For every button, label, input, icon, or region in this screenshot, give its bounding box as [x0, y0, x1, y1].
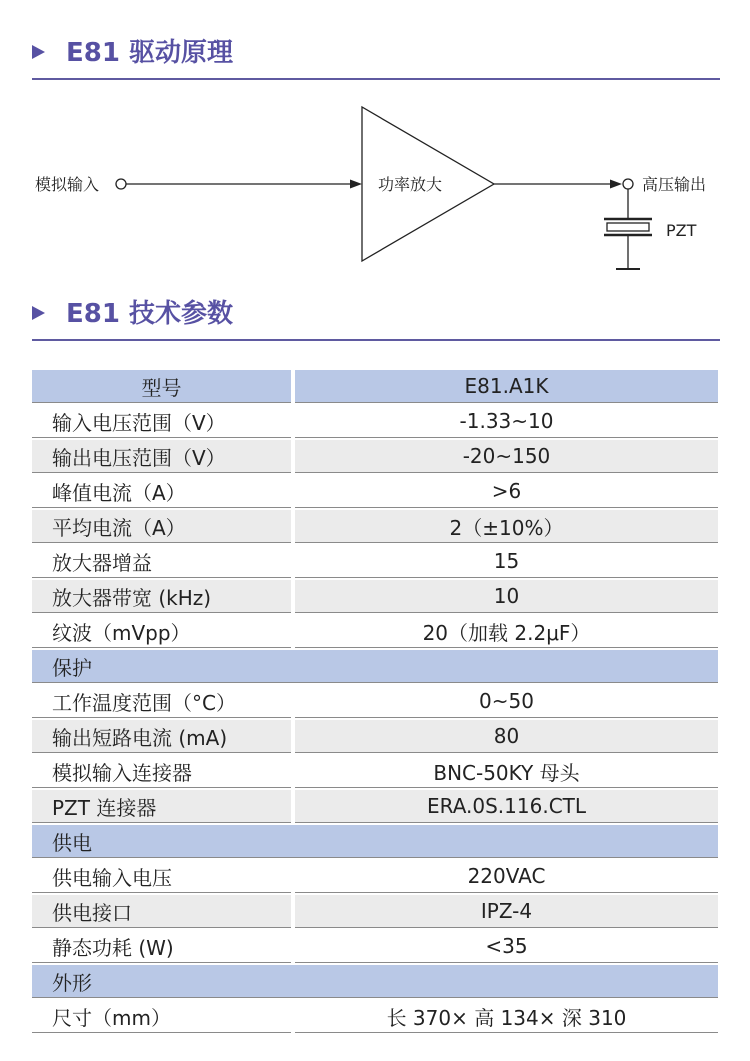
section-title: E81 技术参数: [66, 299, 233, 329]
group-header-row: [32, 965, 718, 998]
table-row: [32, 685, 718, 718]
table-row: [32, 860, 718, 893]
param-value: 0~50: [295, 685, 718, 718]
param-label: PZT 连接器: [32, 790, 291, 823]
param-value: 20（加载 2.2μF）: [295, 615, 718, 648]
table-row: [32, 580, 718, 613]
group-label: 外形: [32, 965, 718, 998]
triangle-bullet-icon: [32, 45, 45, 59]
input-terminal-icon: [116, 179, 126, 189]
param-value: 15: [295, 545, 718, 578]
param-label: 放大器增益: [32, 545, 291, 578]
param-label: 静态功耗 (W): [32, 930, 291, 963]
param-label: 输出电压范围（V）: [32, 440, 291, 473]
param-value: 10: [295, 580, 718, 613]
section-header-specs: [32, 289, 720, 341]
table-row: [32, 510, 718, 543]
param-label: 平均电流（A）: [32, 510, 291, 543]
pzt-label: PZT: [666, 221, 697, 240]
table-row: [32, 615, 718, 648]
table-row: [32, 720, 718, 753]
param-value: 80: [295, 720, 718, 753]
table-row: [32, 790, 718, 823]
param-value: ERA.0S.116.CTL: [295, 790, 718, 823]
param-value: <35: [295, 930, 718, 963]
spec-table: [32, 368, 718, 1035]
amplifier-label: 功率放大: [378, 175, 443, 194]
table-row: [32, 475, 718, 508]
input-arrow-icon: [350, 180, 362, 189]
param-value: >6: [295, 475, 718, 508]
param-value: -1.33~10: [295, 405, 718, 438]
table-row: [32, 1000, 718, 1033]
table-header-row: [32, 370, 718, 403]
table-row: [32, 545, 718, 578]
param-label: 峰值电流（A）: [32, 475, 291, 508]
param-value: IPZ-4: [295, 895, 718, 928]
param-label: 供电接口: [32, 895, 291, 928]
param-value: BNC-50KY 母头: [295, 755, 718, 788]
section-title: E81 驱动原理: [66, 38, 233, 68]
group-header-row: [32, 825, 718, 858]
param-label: 模拟输入连接器: [32, 755, 291, 788]
table-row: [32, 895, 718, 928]
output-arrow-icon: [610, 180, 622, 189]
param-value: 2（±10%）: [295, 510, 718, 543]
output-label: 高压输出: [642, 175, 707, 194]
input-label: 模拟输入: [35, 175, 100, 194]
param-value: 220VAC: [295, 860, 718, 893]
param-label: 尺寸（mm）: [32, 1000, 291, 1033]
pzt-element-icon: [604, 189, 652, 269]
param-label: 工作温度范围（°C）: [32, 685, 291, 718]
param-label: 供电输入电压: [32, 860, 291, 893]
output-terminal-icon: [623, 179, 633, 189]
param-value: -20~150: [295, 440, 718, 473]
table-row: [32, 405, 718, 438]
group-header-row: [32, 650, 718, 683]
table-row: [32, 440, 718, 473]
param-value: 长 370× 高 134× 深 310: [295, 1000, 718, 1033]
table-row: [32, 755, 718, 788]
param-label: 输出短路电流 (mA): [32, 720, 291, 753]
header-label-cell: 型号: [32, 370, 291, 403]
header-value-cell: E81.A1K: [295, 370, 718, 403]
group-label: 供电: [32, 825, 718, 858]
param-label: 放大器带宽 (kHz): [32, 580, 291, 613]
drive-principle-diagram: [0, 100, 750, 280]
group-label: 保护: [32, 650, 718, 683]
section-header-principle: [32, 28, 720, 80]
triangle-bullet-icon: [32, 306, 45, 320]
param-label: 输入电压范围（V）: [32, 405, 291, 438]
table-row: [32, 930, 718, 963]
param-label: 纹波（mVpp）: [32, 615, 291, 648]
